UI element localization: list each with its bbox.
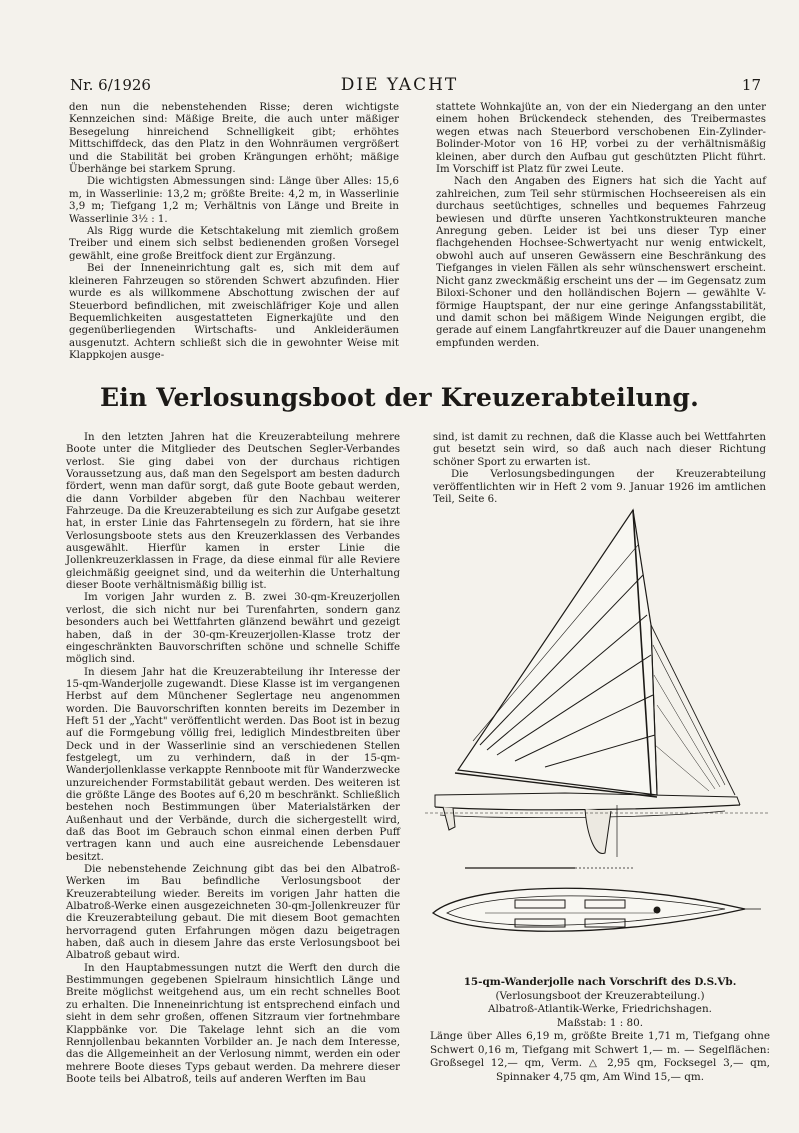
paragraph: stattete Wohnkajüte an, von der ein Niedergang an den unter einem hohen Brückendeck stehenden, des Treibermastes wegen etwas nach Steuerbord verschobenen Ein-Zylinder-Bolinder-Motor von 16 HP, vorbei zu der verhältnismäßig kleinen, aber durch den Aufbau gut geschützten Plicht führt. Im Vorschiff ist Platz für zwei Leute. bbox=[436, 102, 766, 176]
prev-article-column-right bbox=[436, 102, 766, 350]
paragraph: sind, ist damit zu rechnen, daß die Klasse auch bei Wettfahrten gut besetzt sein wird, so daß auch nach dieser Richtung schöner Sport zu erwarten ist. bbox=[433, 432, 766, 468]
boat-sail-plan-drawing bbox=[425, 505, 770, 970]
article-column-right bbox=[433, 432, 766, 506]
deck-plan bbox=[433, 888, 761, 931]
prev-article-column-left bbox=[69, 102, 399, 363]
paragraph: Die wichtigsten Abmessungen sind: Länge über Alles: 15,6 m, in Wasserlinie: 13,2 m; größte Breite: 4,2 m, in Wasserlinie 3,9 m; Tiefgang 1,2 m; Verhältnis von Länge und Breite in Wasserlinie 3½ : 1. bbox=[69, 176, 399, 225]
paragraph: In diesem Jahr hat die Kreuzerabteilung ihr Interesse der 15-qm-Wanderjolle zugewandt. Diese Klasse ist im vergangenen Herbst auf dem Münchener Seglertage neu angenommen worden. Die Bauvorschriften konnten bereits im Dezember in Heft 51 der „Yacht" veröffentlicht werden. Das Boot ist in bezug auf die Formgebung völlig frei, lediglich Mindestbreiten über Deck und in der Wasserlinie sind an verschiedenen Stellen festgelegt, um zu verhindern, daß in der 15-qm-Wanderjollenklasse verkappte Rennboote mit für Wanderzwecke unzureichender Formstabilität gebaut werden. Des weiteren ist die größte Länge des Bootes auf 6,20 m beschränkt. Schließlich bestehen noch Bestimmungen über Materialstärken der Außenhaut und der Verbände, durch die sichergestellt wird, daß das Boot im Gebrauch schon einmal einen derben Puff vertragen kann und auch eine ausreichende Lebensdauer besitzt. bbox=[66, 666, 400, 863]
magazine-title: DIE YACHT bbox=[340, 75, 459, 95]
paragraph: Die Verlosungsbedingungen der Kreuzerabteilung veröffentlichten wir in Heft 2 vom 9. Januar 1926 im amtlichen Teil, Seite 6. bbox=[433, 469, 766, 506]
paragraph: Die nebenstehende Zeichnung gibt das bei den Albatroß-Werken im Bau befindliche Verlosungsboot der Kreuzerabteilung wieder. Bereits im vorigen Jahr hatten die Albatroß-Werke einen ausgezeichneten 30-qm-Jollenkreuzer für die Kreuzerabteilung gebaut. Die mit diesem Boot gemachten hervorragend guten Erfahrungen mögen dazu beigetragen haben, daß auch in diesem Jahre das erste Verlosungsboot bei Albatroß gebaut wird. bbox=[66, 864, 400, 962]
paragraph: Bei der Inneneinrichtung galt es, sich mit dem auf kleineren Fahrzeugen so störenden Schwert abzufinden. Hier wurde es als willkommene Abschottung zwischen der auf Steuerbord befindlichen, mit zweischläfriger Koje und allen Bequemlichkeiten ausgestatteten Eignerkajüte und den gegenüberliegenden Wirtschafts- und Ankleideräumen ausgenutzt. Achtern schließt sich die in gewohnter Weise mit Klappkojen ausge- bbox=[69, 263, 399, 362]
paragraph: Im vorigen Jahr wurden z. B. zwei 30-qm-Kreuzerjollen verlost, die sich nicht nur bei Turenfahrten, sondern ganz besonders auch bei Wettfahrten glänzend bewährt und gezeigt haben, daß in der 30-qm-Kreuzerjollen-Klasse trotz der eingeschränkten Bauvorschriften schöne und schnelle Schiffe möglich sind. bbox=[66, 592, 400, 666]
caption-title: 15-qm-Wanderjolle nach Vorschrift des D.S.Vb. bbox=[463, 976, 737, 988]
issue-number: Nr. 6/1926 bbox=[70, 76, 151, 94]
paragraph: Nach den Angaben des Eigners hat sich die Yacht auf zahlreichen, zum Teil sehr stürmischen Hochseereisen als ein durchaus seetüchtiges, schnelles und bequemes Fahrzeug bewiesen und dürfte unseren Yachtkonstrukteuren manche Anregung geben. Leider ist bei uns dieser Typ einer flachgehenden Hochsee-Schwertyacht nur wenig entwickelt, obwohl auch auf unseren Gewässern eine Beschränkung des Tiefganges in vielen Fällen als sehr wünschenswert erscheint. Nicht ganz zweckmäßig erscheint uns der — im Gegensatz zum Biloxi-Schoner und den holländischen Bojern — gewählte V-förmige Hauptspant, der nur eine geringe Anfangsstabilität, und damit schon bei mäßigem Winde Neigungen ergibt, die gerade auf einem Langfahrtkreuzer auf die Dauer unangenehm empfunden werden. bbox=[436, 176, 766, 349]
article-headline: Ein Verlosungsboot der Kreuzerabteilung. bbox=[99, 383, 700, 412]
figure-caption bbox=[430, 976, 770, 1084]
caption-scale: Maßstab: 1 : 80. bbox=[556, 1016, 644, 1029]
paragraph: den nun die nebenstehenden Risse; deren wichtigste Kennzeichen sind: Mäßige Breite, die auch unter mäßiger Besegelung hinreichend Schnelligkeit gibt; erhöhtes Mittschiffdeck, das den Platz in den Wohnräumen vergrößert und die Stabilität bei groben Krängungen erhöht; mäßige Überhänge bei starkem Sprung. bbox=[69, 102, 399, 176]
paragraph: In den Hauptabmessungen nutzt die Werft den durch die Bestimmungen gegebenen Spielraum hinsichtlich Länge und Breite möglichst weitgehend aus, um ein recht schnelles Boot zu erhalten. Die Inneneinrichtung ist entsprechend einfach und sieht in dem sehr großen, offenen Sitzraum vier fortnehmbare Klappbänke vor. Die Takelage lehnt sich an die vom Rennjollenbau bekannten Vorbilder an. Je nach dem Interesse, das die Allgemeinheit an der Verlosung nimmt, werden ein oder mehrere Boote dieses Typs gebaut werden. Da mehrere dieser Boote teils bei Albatroß, teils auf anderen Werften im Bau bbox=[66, 962, 400, 1085]
paragraph: In den letzten Jahren hat die Kreuzerabteilung mehrere Boote unter die Mitglieder des Deutschen Segler-Verbandes verlost. Sie ging dabei von der durchaus richtigen Voraussetzung aus, daß man den Segelsport am besten dadurch fördert, wenn man dafür sorgt, daß gute Boote gebaut werden, die dann Vorbilder abgeben für den Nachbau weiterer Fahrzeuge. Da die Kreuzerabteilung es sich zur Aufgabe gesetzt hat, in erster Linie das Fahrtensegeln zu fördern, hat sie ihre Verlosungsboote stets aus den Kreuzerklassen des Verbandes ausgewählt. Hierfür kamen in erster Linie die Jollenkreuzerklassen in Frage, da diese einmal für alle Reviere gleichmäßig geeignet sind, und da weiterhin die Unterhaltung dieser Boote verhältnismäßig billig ist. bbox=[66, 432, 400, 592]
paragraph: Als Rigg wurde die Ketschtakelung mit ziemlich großem Treiber und einem sich selbst bedienenden großen Vorsegel gewählt, eine große Breitfock dient zur Ergänzung. bbox=[69, 226, 399, 262]
caption-builder: Albatroß-Atlantik-Werke, Friedrichshagen. bbox=[488, 1003, 712, 1015]
page-number: 17 bbox=[741, 76, 761, 94]
caption-subtitle: (Verlosungsboot der Kreuzerabteilung.) bbox=[495, 989, 705, 1002]
running-header bbox=[0, 76, 799, 96]
article-column-left bbox=[66, 432, 400, 1086]
caption-specifications: Länge über Alles 6,19 m, größte Breite 1,71 m, Tiefgang ohne Schwert 0,16 m, Tiefgang mit Schwert 1,— m. — Segelflächen: Großsegel 12,— qm, Verm. △ 2,95 qm, Focksegel 3,— qm, Spinnaker 4,75 qm, Am Wind 15,— qm. bbox=[430, 1030, 770, 1083]
sail-plan-elevation bbox=[425, 510, 770, 857]
